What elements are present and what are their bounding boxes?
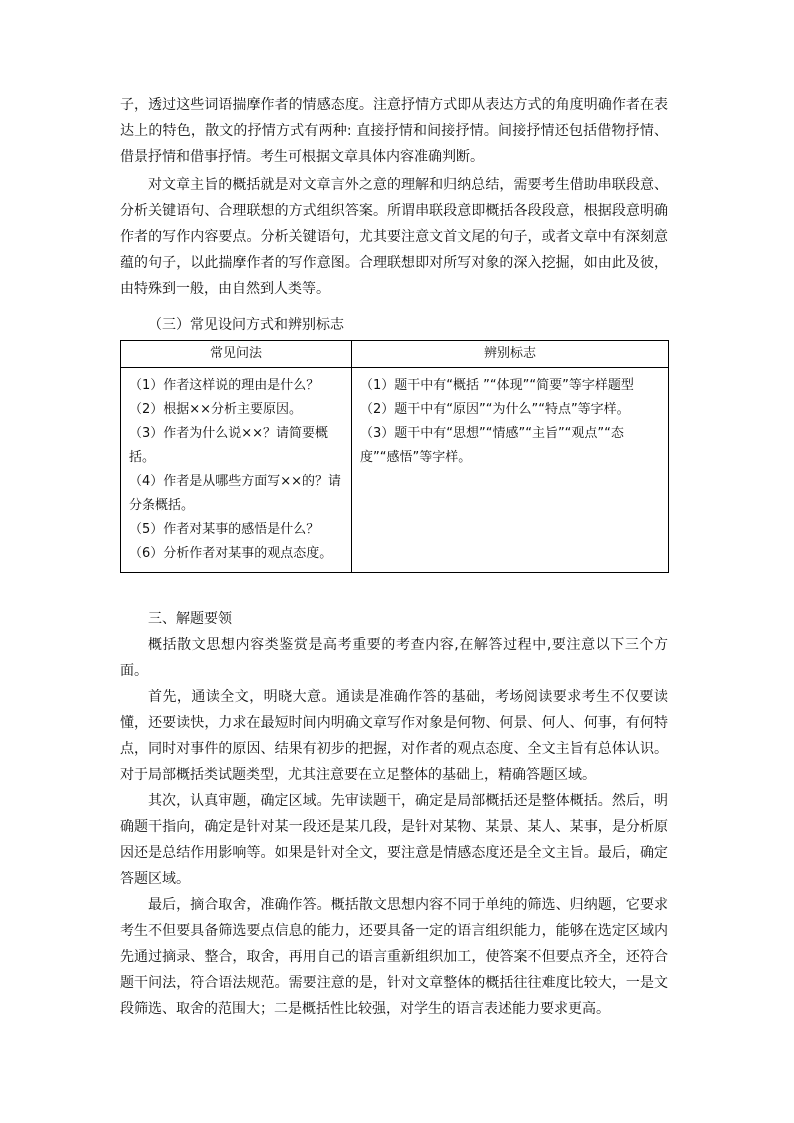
list-item: （2）根据××分析主要原因。 [129,402,303,417]
list-item: （5）作者对某事的感悟是什么？ [129,522,320,537]
list-item: （3）题干中有“思想”“情感”“主旨”“观点”“态度”“感悟”等字样。 [360,426,624,465]
list-item: （1）题干中有“概括 ”“体现”“简要”等字样题型 [360,378,634,393]
list-item: （4）作者是从哪些方面写××的？请分条概括。 [129,474,342,513]
paragraph-first-step: 首先，通读全文，明晓大意。通读是准确作答的基础，考场阅读要求考生不仅要读懂，还要读快，力求在最短时间内明确文章写作对象是何物、何景、何人、何事，有何特点，同时对事件的原因、结果有初步的把握，对作者的观点态度、全文主旨有总体认识。对于局部概括类试题类型，尤其注意要在立足整体的基础上，精确答题区域。 [120,689,668,783]
list-item: （3）作者为什么说××？请简要概括。 [129,426,329,465]
common-questions-cell [121,368,352,573]
list-item: （1）作者这样说的理由是什么？ [129,378,320,393]
table-row [121,368,669,573]
subheading-question-types: （三）常见设问方式和辨别标志 [148,317,344,333]
question-type-table [120,340,669,573]
paragraph-last-step: 最后，摘合取舍，准确作答。概括散文思想内容不同于单纯的筛选、归纳题，它要求考生不但要具备筛选要点信息的能力，还要具备一定的语言组织能力，能够在选定区域内先通过摘录、整合，取舍，再用自己的语言重新组织加工，使答案不但要点齐全，还符合题干问法，符合语法规范。需要注意的是，针对文章整体的概括往往难度比较大，一是文段筛选、取舍的范围大；二是概括性比较强，对学生的语言表述能力要求更高。 [120,897,668,1017]
paragraph-theme-summary: 对文章主旨的概括就是对文章言外之意的理解和归纳总结，需要考生借助串联段意、分析关键语句、合理联想的方式组织答案。所谓串联段意即概括各段段意，根据段意明确作者的写作内容要点。分析关键语句，尤其要注意文首文尾的句子，或者文章中有深刻意蕴的句子，以此揣摩作者的写作意图。合理联想即对所写对象的深入挖掘，如由此及彼，由特殊到一般，由自然到人类等。 [120,177,668,297]
table-header-row [121,341,669,368]
identification-marks-cell [352,368,669,573]
table-header-cell: 常见问法 [121,341,352,368]
paragraph-lyrical-methods: 子，透过这些词语揣摩作者的情感态度。注意抒情方式即从表达方式的角度明确作者在表达上的特色，散文的抒情方式有两种: 直接抒情和间接抒情。间接抒情还包括借物抒情、借景抒情和借事抒情。考生可根据文章具体内容准确判断。 [120,97,668,165]
paragraph-intro: 概括散文思想内容类鉴赏是高考重要的考查内容,在解答过程中,要注意以下三个方面。 [120,637,668,679]
text-block-theme [120,172,668,302]
section-heading-solving-tips: 三、解题要领 [148,611,232,627]
paragraph-second-step: 其次，认真审题，确定区域。先审读题干，确定是局部概括还是整体概括。然后，明确题干指向，确定是针对某一段还是某几段，是针对某物、某景、某人、某事，是分析原因还是总结作用影响等。如果是针对全文，要注意是情感态度还是全文主旨。最后，确定答题区域。 [120,793,668,887]
text-block-tips [120,632,668,1022]
table-header-cell: 辨别标志 [352,341,669,368]
text-block-top [120,92,668,170]
list-item: （6）分析作者对某事的观点态度。 [129,546,333,561]
list-item: （2）题干中有“原因”“为什么”“特点”等字样。 [360,402,630,417]
